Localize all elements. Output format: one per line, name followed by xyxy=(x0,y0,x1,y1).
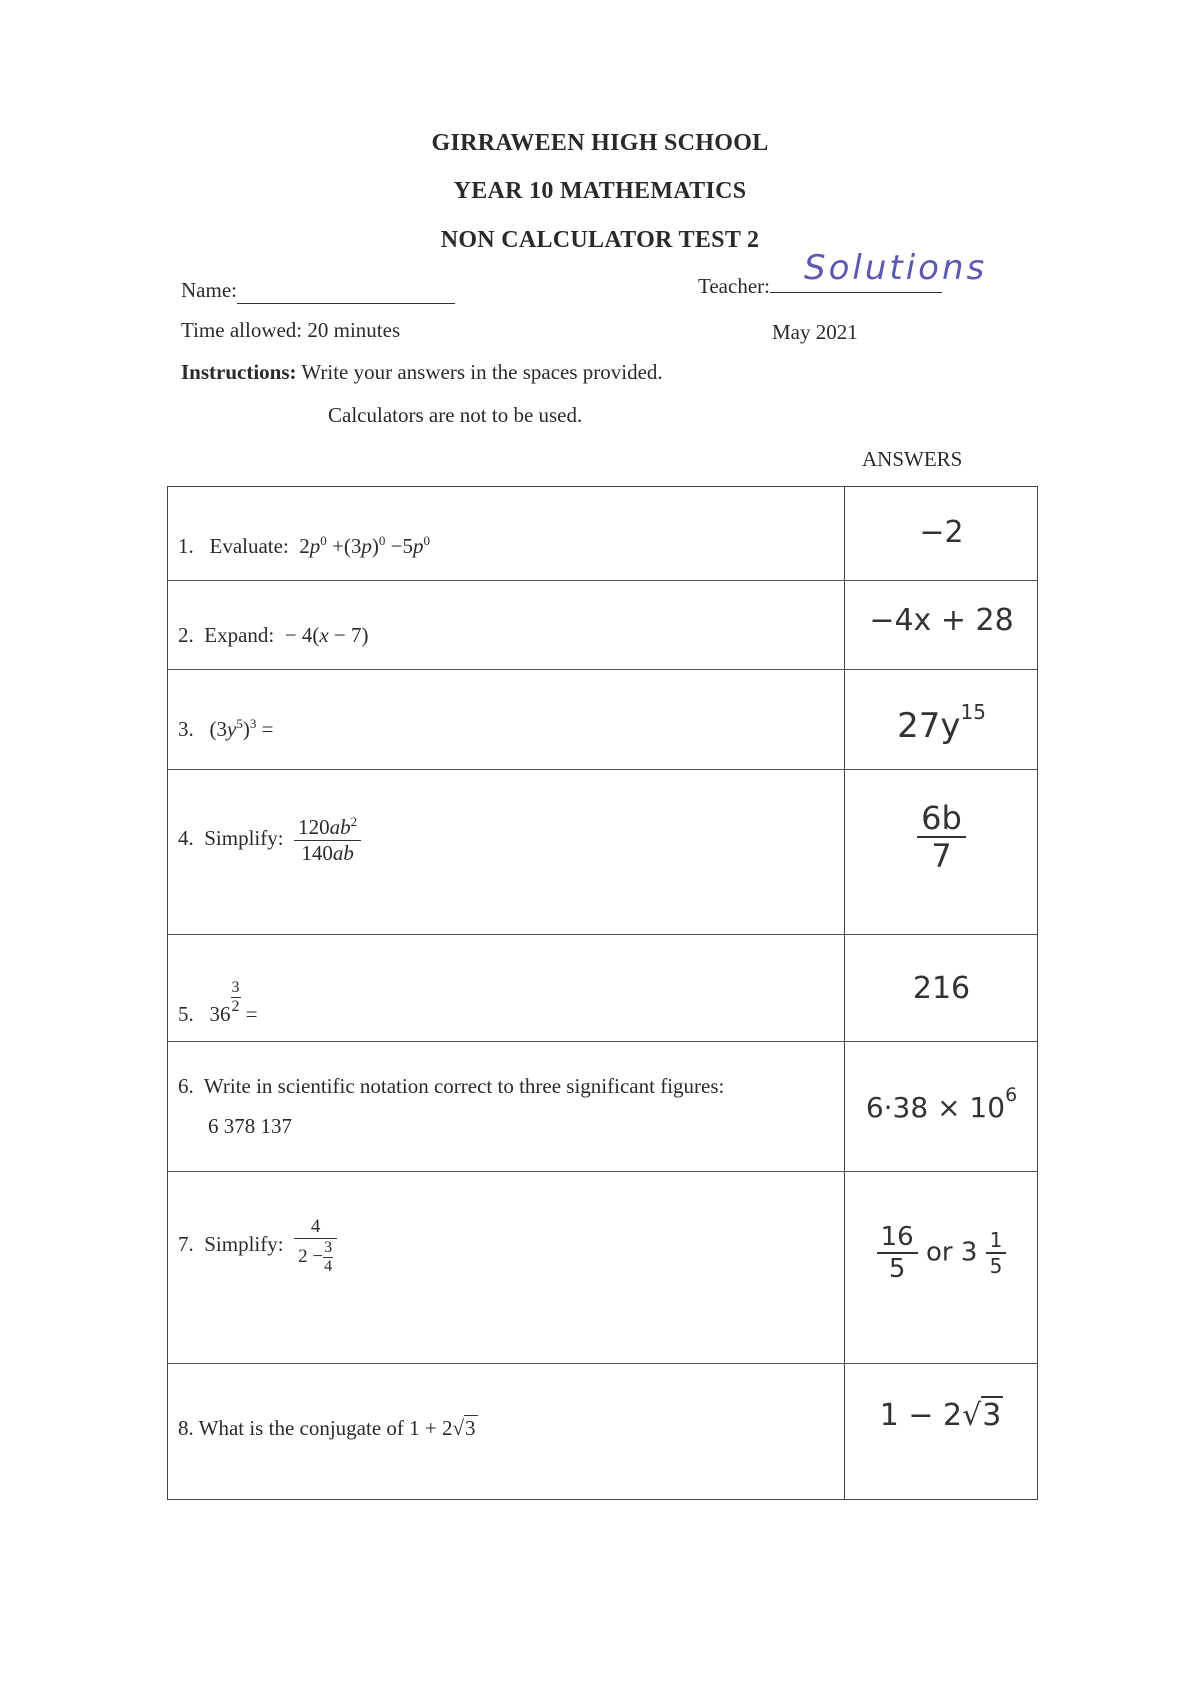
question-row-2 xyxy=(168,580,1037,669)
test-date: May 2021 xyxy=(772,320,858,344)
question-7: 7. Simplify: 4 2 − $\frac{3}{4}$ xyxy=(178,1216,337,1276)
question-6: 6. Write in scientific notation correct to three significant figures: xyxy=(178,1074,725,1098)
teacher-label: Teacher: xyxy=(698,274,770,298)
question-8: 8. What is the conjugate of 1 + 2√3 xyxy=(178,1416,476,1440)
expression-4: $\frac{120ab^2}{140ab}$ xyxy=(294,814,361,866)
answer-6: $6\cdot 38 \times 10^6$ xyxy=(865,1084,1018,1124)
instructions xyxy=(181,360,663,385)
school-title: GIRRAWEEN HIGH SCHOOL xyxy=(431,130,769,156)
question-row-5 xyxy=(168,934,1037,1041)
question-2: 2. Expand: − 4(x − 7) xyxy=(178,623,369,647)
answer-2: −4x + 28 xyxy=(869,603,1014,638)
answer-8: 1 − 2√3 xyxy=(879,1398,1002,1433)
answer-7: $\frac{16}{5}$ or 3 $\frac{1}{5}$ xyxy=(844,1222,1039,1284)
teacher-field xyxy=(698,248,988,299)
expression-8: 1 + 2√3 xyxy=(409,1416,476,1440)
subject-title: YEAR 10 MATHEMATICS xyxy=(453,178,747,204)
name-field xyxy=(181,278,455,304)
question-row-3 xyxy=(168,669,1037,769)
question-number: 1. xyxy=(178,534,194,558)
question-6-number: 6 378 137 xyxy=(208,1114,292,1138)
instructions-label: Instructions: xyxy=(181,360,297,384)
answer-3: $27y^{15}$ xyxy=(897,700,986,746)
question-1 xyxy=(178,533,430,559)
instructions-line-1: Write your answers in the spaces provided. xyxy=(301,360,663,384)
answer-1: −2 xyxy=(919,515,964,550)
instructions-line-2: Calculators are not to be used. xyxy=(328,403,583,427)
expression-1: $2p^0 +(3p)^0 -5p^0$ xyxy=(299,533,431,558)
expression-3: $(3y^5)^3$ = xyxy=(209,716,274,741)
name-label: Name: xyxy=(181,278,237,302)
teacher-handwritten-value: Solutions xyxy=(803,248,988,288)
question-row-4 xyxy=(168,769,1037,934)
answer-5: 216 xyxy=(912,971,971,1006)
question-prompt: Evaluate: xyxy=(209,534,289,558)
expression-2: − 4(x − 7) xyxy=(284,623,369,647)
teacher-blank xyxy=(770,248,988,293)
name-blank xyxy=(237,278,455,304)
question-row-7 xyxy=(168,1171,1037,1363)
expression-5: 36 $\frac{3}{2}$ = xyxy=(209,979,258,1026)
time-allowed: Time allowed: 20 minutes xyxy=(181,318,401,342)
expression-7: 4 2 − $\frac{3}{4}$ xyxy=(294,1216,337,1276)
answer-4: $\frac{6b}{7}$ xyxy=(844,800,1039,874)
question-row-1 xyxy=(168,487,1037,580)
answers-heading: ANSWERS xyxy=(862,447,963,471)
question-row-6 xyxy=(168,1041,1037,1171)
question-row-8 xyxy=(168,1363,1037,1501)
question-3: 3. $(3y^5)^3$ = xyxy=(178,716,274,741)
question-table xyxy=(167,486,1038,1500)
question-4: 4. Simplify: $\frac{120ab^2}{140ab}$ xyxy=(178,814,361,866)
test-title: NON CALCULATOR TEST 2 xyxy=(440,227,760,253)
question-5: 5. 36 $\frac{3}{2}$ = xyxy=(178,979,258,1026)
